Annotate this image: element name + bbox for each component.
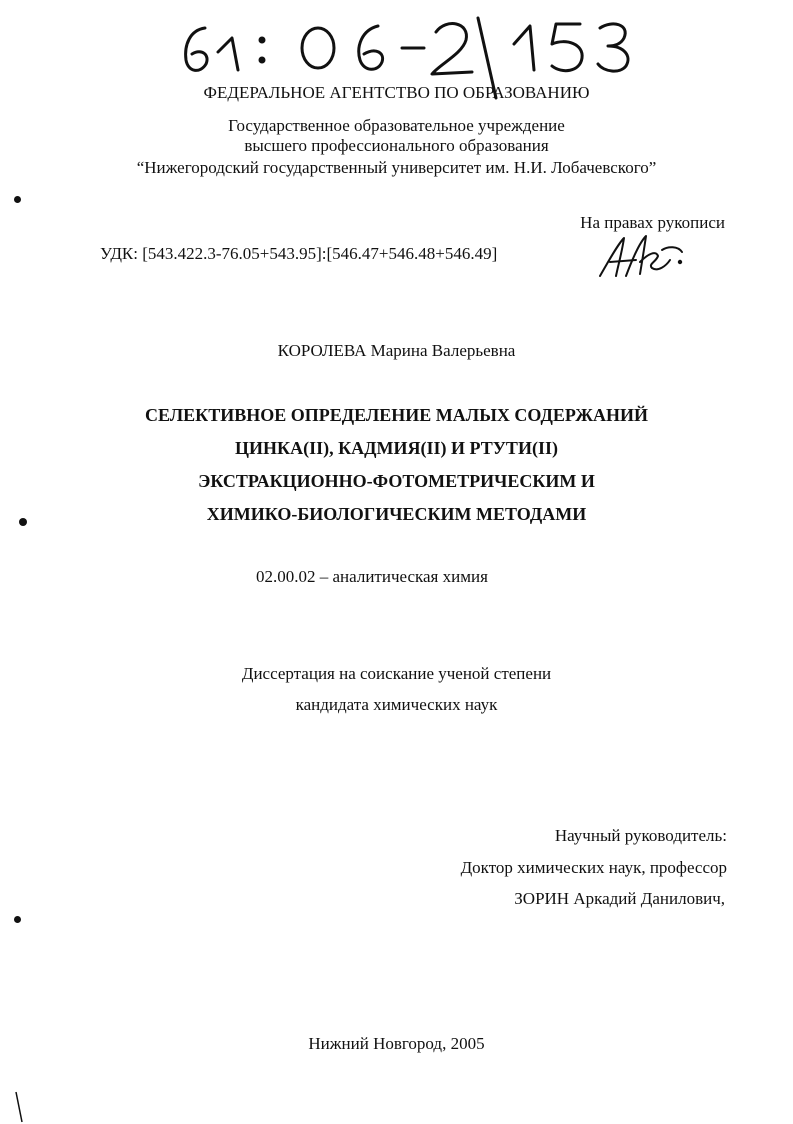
scan-mark-stroke (12, 1090, 26, 1124)
scan-mark-dot (14, 916, 21, 923)
place-and-year: Нижний Новгород, 2005 (308, 1034, 485, 1053)
title-line-3: ЭКСТРАКЦИОННО-ФОТОМЕТРИЧЕСКИМ И (198, 471, 595, 491)
title-line-4: ХИМИКО-БИОЛОГИЧЕСКИМ МЕТОДАМИ (206, 504, 587, 524)
agency-name: ФЕДЕРАЛЬНОЕ АГЕНТСТВО ПО ОБРАЗОВАНИЮ (203, 83, 590, 102)
supervisor-degree: Доктор химических наук, профессор (460, 858, 727, 877)
specialty: 02.00.02 – аналитическая химия (256, 567, 488, 586)
degree-line-1: Диссертация на соискание ученой степени (241, 664, 552, 683)
rights-notice: На правах рукописи (580, 213, 725, 232)
signature (596, 232, 686, 282)
scan-mark-dot (14, 196, 21, 203)
scan-mark-dot (19, 518, 27, 526)
degree-line-2: кандидата химических наук (295, 695, 498, 714)
title-line-1: СЕЛЕКТИВНОЕ ОПРЕДЕЛЕНИЕ МАЛЫХ СОДЕРЖАНИЙ (144, 405, 649, 425)
supervisor-name: ЗОРИН Аркадий Данилович, (514, 889, 725, 908)
supervisor-label: Научный руководитель: (554, 826, 727, 845)
author-name: КОРОЛЕВА Марина Валерьевна (277, 341, 516, 360)
institution-line-2: высшего профессионального образования (244, 136, 549, 155)
udc-code: УДК: [543.422.3-76.05+543.95]:[546.47+546.48+546.49] (100, 244, 498, 263)
institution-line-1: Государственное образовательное учреждение (228, 116, 565, 135)
title-line-2: ЦИНКА(II), КАДМИЯ(II) И РТУТИ(II) (235, 438, 558, 458)
institution-line-3: “Нижегородский государственный университет им. Н.И. Лобачевского” (136, 158, 657, 177)
